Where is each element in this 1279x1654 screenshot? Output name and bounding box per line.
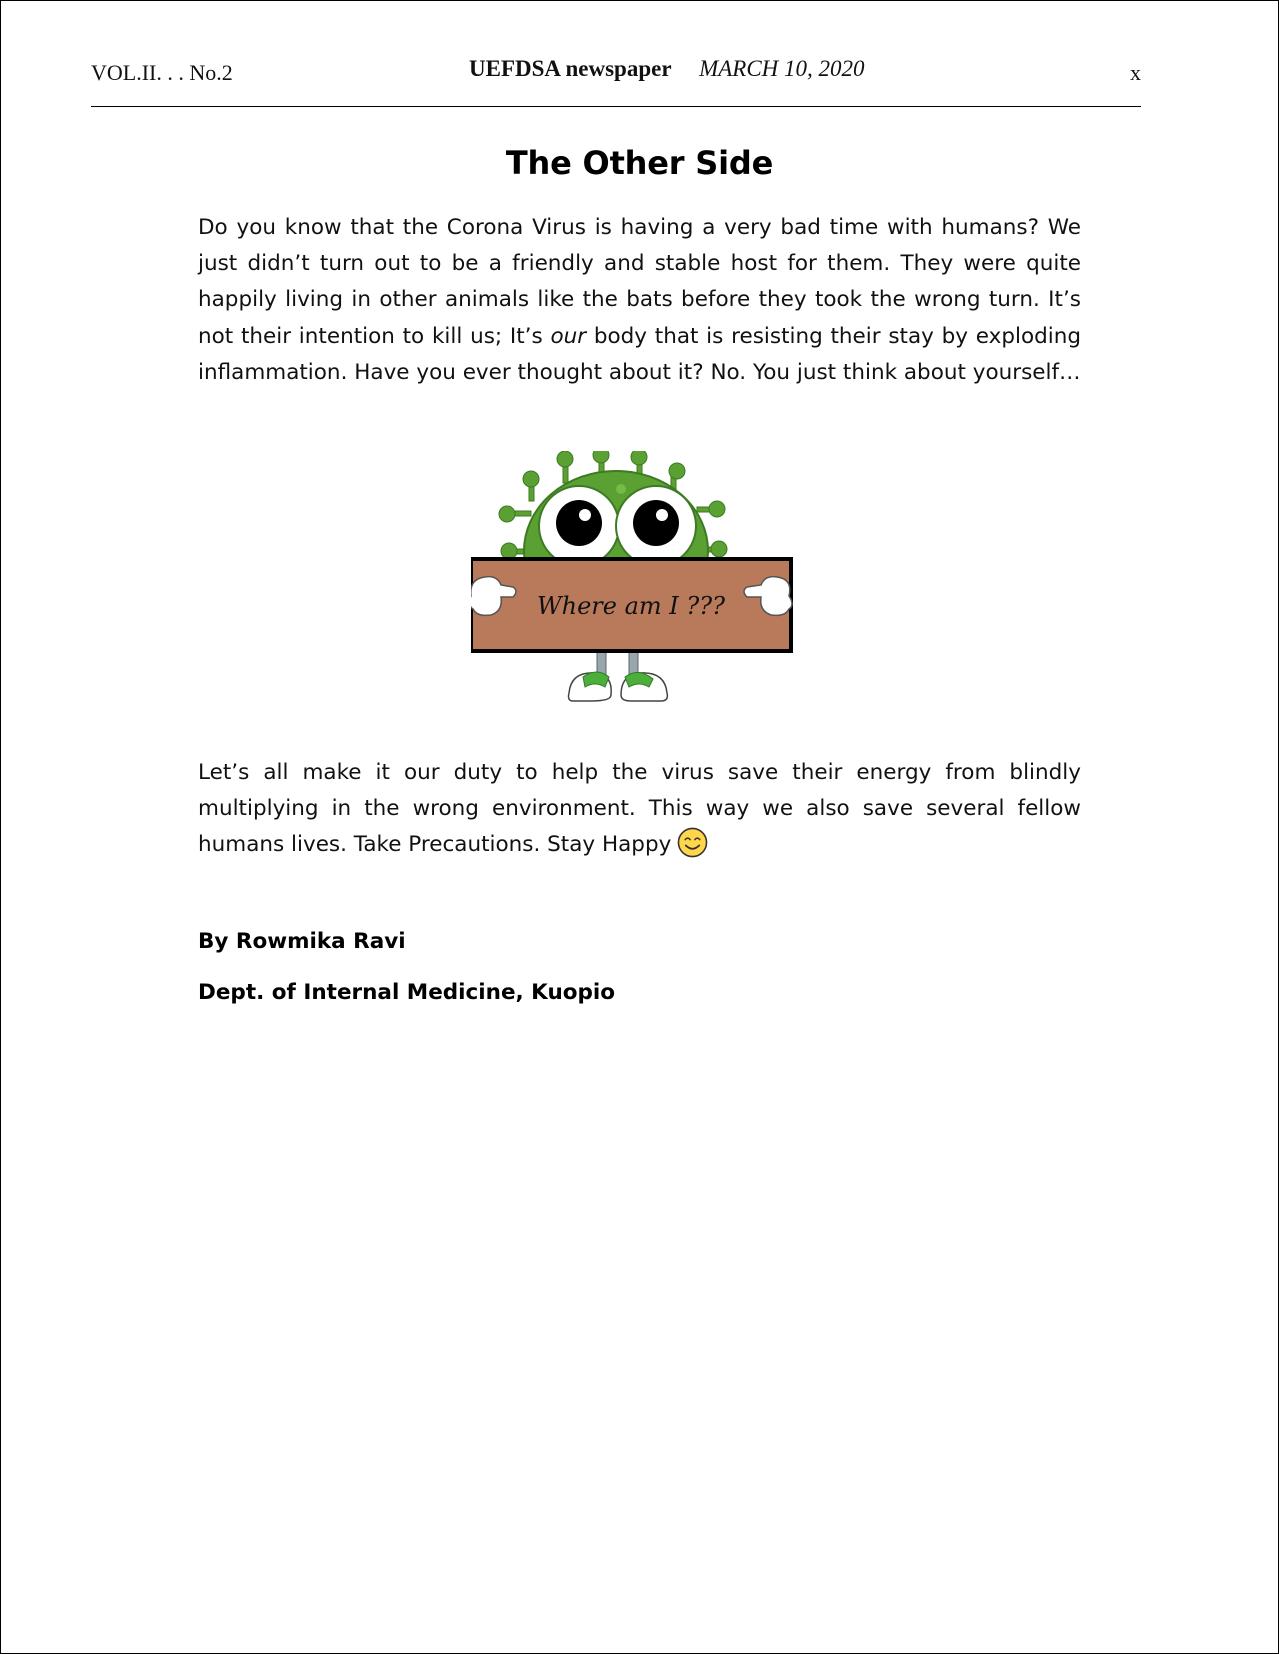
author-department: Dept. of Internal Medicine, Kuopio (198, 980, 616, 1005)
masthead (91, 56, 1141, 92)
newspaper-name: UEFDSA newspaper (469, 56, 672, 81)
article-title: The Other Side (505, 144, 774, 182)
paragraph-1-part-2: body that is resisting their stay by exploding inflammation. Have you ever thought about it? No. You just think about yourself… (198, 323, 1081, 385)
paragraph-1-part-1: Do you know that the Corona Virus is having a very bad time with humans? We just didn’t turn out to be a friendly and stable host for them. They were quite happily living in other animals like the bats before they took the wrong turn. It’s not their intention to kill us; It’s (198, 215, 1081, 349)
smiley-icon (677, 827, 708, 858)
virus-mascot-illustration (471, 451, 811, 741)
article-paragraph-1 (198, 210, 1081, 391)
sign-text: Where am I ??? (536, 592, 726, 620)
virus-shoes (569, 672, 668, 701)
article-paragraph-2 (198, 755, 1081, 864)
issue-date: MARCH 10, 2020 (699, 56, 865, 81)
header-rule (91, 106, 1141, 107)
paragraph-1-emphasis: our (550, 323, 587, 349)
volume-label: VOL.II. . . No.2 (91, 60, 233, 85)
author-byline: By Rowmika Ravi (198, 929, 406, 954)
paragraph-2-text: Let’s all make it our duty to help the virus save their energy from blindly multiplying in the wrong environment. This way we also save several fellow humans lives. Take Precautions. Stay Happy (198, 760, 1081, 858)
masthead-center (469, 56, 865, 82)
page-marker: x (1130, 60, 1141, 85)
